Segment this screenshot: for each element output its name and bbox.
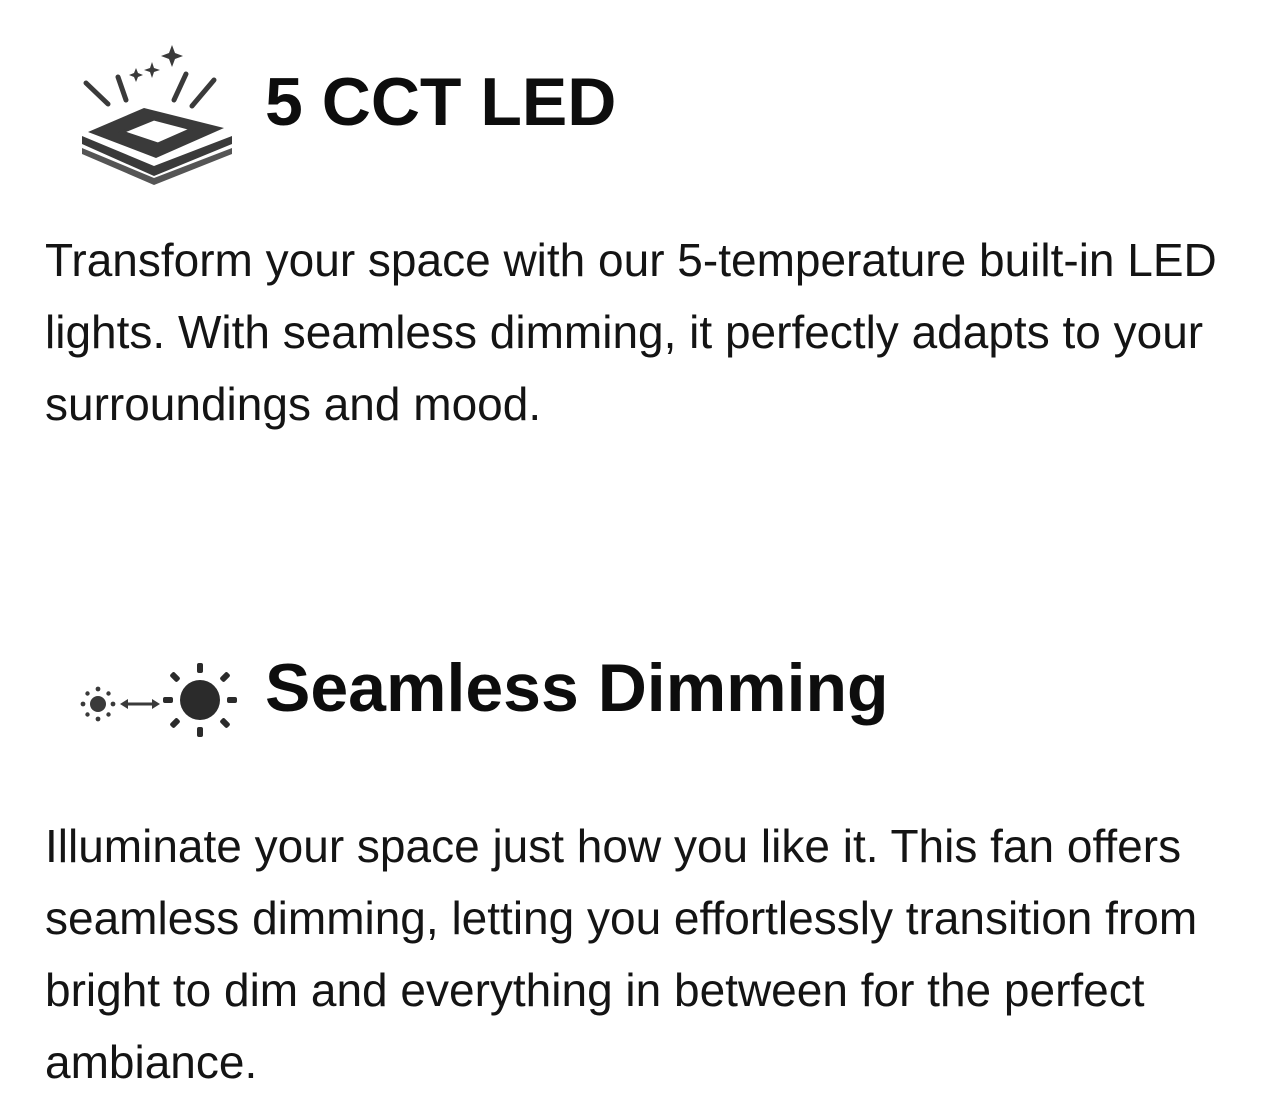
dim-to-bright-sun-icon [74, 650, 244, 740]
led-panel-sparkle-icon [74, 40, 244, 185]
feature-header [0, 0, 1284, 190]
feature-description: Illuminate your space just how you like it. This fan offers seamless dimming, letting you effortlessly transition from bright to dim and everything in between for the perfect ambiance. [45, 820, 1198, 1088]
feature-title: 5 CCT LED [265, 64, 617, 140]
feature-header [0, 600, 1284, 790]
feature-title: Seamless Dimming [265, 650, 889, 726]
feature-description: Transform your space with our 5-temperature built-in LED lights. With seamless dimming, it perfectly adapts to your surroundings and mood. [45, 234, 1217, 430]
